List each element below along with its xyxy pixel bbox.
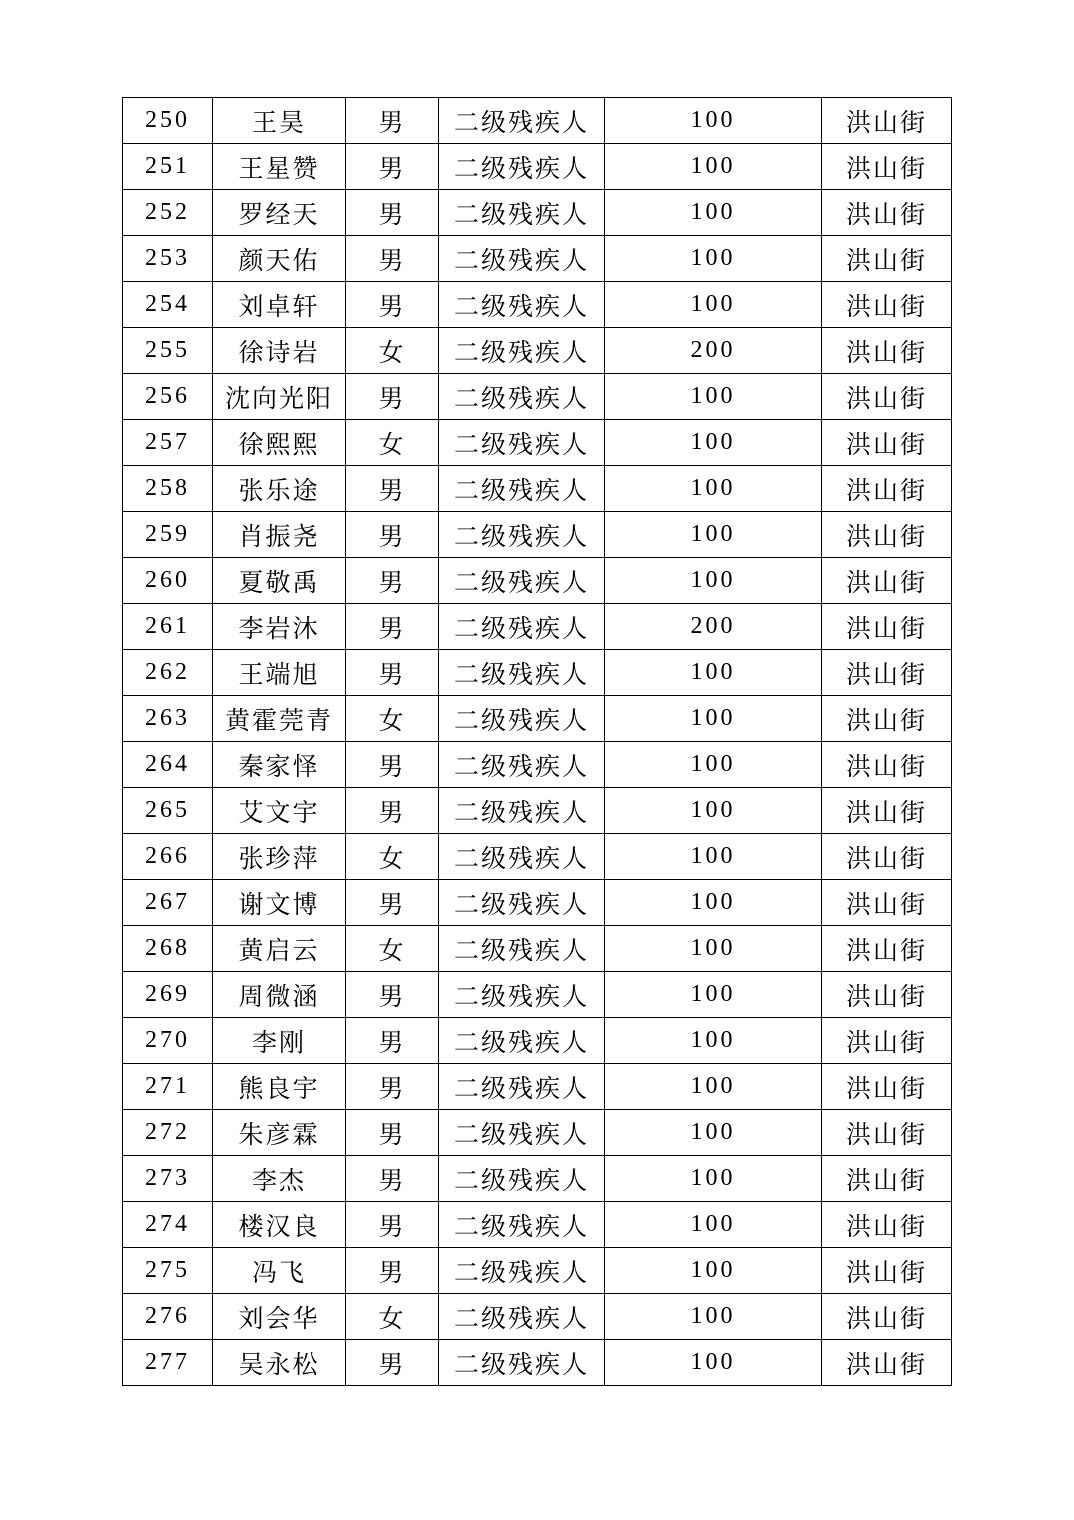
name-cell: 楼汉良: [213, 1202, 346, 1248]
table-row: [123, 190, 952, 236]
category-cell: 二级残疾人: [439, 972, 605, 1018]
row-number-cell: 274: [123, 1202, 213, 1248]
table-row: [123, 834, 952, 880]
row-number-cell: 272: [123, 1110, 213, 1156]
gender-cell: 女: [346, 926, 439, 972]
name-cell: 张乐途: [213, 466, 346, 512]
street-cell: 洪山街: [822, 328, 952, 374]
name-cell: 王端旭: [213, 650, 346, 696]
street-cell: 洪山街: [822, 236, 952, 282]
street-cell: 洪山街: [822, 190, 952, 236]
row-number-cell: 254: [123, 282, 213, 328]
name-cell: 黄启云: [213, 926, 346, 972]
row-number-cell: 251: [123, 144, 213, 190]
amount-cell: 100: [605, 236, 822, 282]
category-cell: 二级残疾人: [439, 512, 605, 558]
gender-cell: 男: [346, 1340, 439, 1386]
category-cell: 二级残疾人: [439, 696, 605, 742]
street-cell: 洪山街: [822, 512, 952, 558]
name-cell: 刘会华: [213, 1294, 346, 1340]
street-cell: 洪山街: [822, 972, 952, 1018]
name-cell: 艾文宇: [213, 788, 346, 834]
row-number-cell: 266: [123, 834, 213, 880]
amount-cell: 200: [605, 604, 822, 650]
row-number-cell: 276: [123, 1294, 213, 1340]
table-row: [123, 466, 952, 512]
amount-cell: 100: [605, 926, 822, 972]
table-row: [123, 1294, 952, 1340]
category-cell: 二级残疾人: [439, 282, 605, 328]
name-cell: 谢文博: [213, 880, 346, 926]
category-cell: 二级残疾人: [439, 742, 605, 788]
table-row: [123, 98, 952, 144]
category-cell: 二级残疾人: [439, 834, 605, 880]
name-cell: 黄霍莞青: [213, 696, 346, 742]
street-cell: 洪山街: [822, 1340, 952, 1386]
amount-cell: 100: [605, 420, 822, 466]
amount-cell: 100: [605, 1018, 822, 1064]
row-number-cell: 270: [123, 1018, 213, 1064]
street-cell: 洪山街: [822, 1156, 952, 1202]
amount-cell: 100: [605, 1064, 822, 1110]
table-row: [123, 420, 952, 466]
amount-cell: 200: [605, 328, 822, 374]
gender-cell: 男: [346, 1248, 439, 1294]
category-cell: 二级残疾人: [439, 420, 605, 466]
row-number-cell: 255: [123, 328, 213, 374]
gender-cell: 女: [346, 696, 439, 742]
amount-cell: 100: [605, 650, 822, 696]
street-cell: 洪山街: [822, 650, 952, 696]
row-number-cell: 252: [123, 190, 213, 236]
street-cell: 洪山街: [822, 98, 952, 144]
table-row: [123, 742, 952, 788]
table-row: [123, 1156, 952, 1202]
gender-cell: 男: [346, 466, 439, 512]
gender-cell: 女: [346, 420, 439, 466]
name-cell: 冯飞: [213, 1248, 346, 1294]
street-cell: 洪山街: [822, 604, 952, 650]
gender-cell: 男: [346, 1156, 439, 1202]
table-row: [123, 972, 952, 1018]
row-number-cell: 258: [123, 466, 213, 512]
name-cell: 王星赞: [213, 144, 346, 190]
row-number-cell: 269: [123, 972, 213, 1018]
row-number-cell: 262: [123, 650, 213, 696]
gender-cell: 男: [346, 1110, 439, 1156]
street-cell: 洪山街: [822, 1110, 952, 1156]
street-cell: 洪山街: [822, 558, 952, 604]
table-row: [123, 1248, 952, 1294]
name-cell: 罗经天: [213, 190, 346, 236]
table-row: [123, 144, 952, 190]
name-cell: 吴永松: [213, 1340, 346, 1386]
row-number-cell: 277: [123, 1340, 213, 1386]
name-cell: 李岩沐: [213, 604, 346, 650]
row-number-cell: 268: [123, 926, 213, 972]
amount-cell: 100: [605, 880, 822, 926]
category-cell: 二级残疾人: [439, 466, 605, 512]
amount-cell: 100: [605, 374, 822, 420]
table-row: [123, 282, 952, 328]
category-cell: 二级残疾人: [439, 926, 605, 972]
table-row: [123, 1202, 952, 1248]
gender-cell: 男: [346, 880, 439, 926]
gender-cell: 男: [346, 1018, 439, 1064]
row-number-cell: 275: [123, 1248, 213, 1294]
amount-cell: 100: [605, 466, 822, 512]
table-row: [123, 604, 952, 650]
amount-cell: 100: [605, 742, 822, 788]
gender-cell: 男: [346, 282, 439, 328]
table-row: [123, 374, 952, 420]
gender-cell: 男: [346, 742, 439, 788]
amount-cell: 100: [605, 558, 822, 604]
category-cell: 二级残疾人: [439, 1064, 605, 1110]
name-cell: 徐诗岩: [213, 328, 346, 374]
amount-cell: 100: [605, 972, 822, 1018]
street-cell: 洪山街: [822, 466, 952, 512]
name-cell: 李杰: [213, 1156, 346, 1202]
street-cell: 洪山街: [822, 282, 952, 328]
roster-table: [122, 97, 952, 1386]
gender-cell: 男: [346, 558, 439, 604]
category-cell: 二级残疾人: [439, 880, 605, 926]
gender-cell: 女: [346, 328, 439, 374]
gender-cell: 男: [346, 374, 439, 420]
category-cell: 二级残疾人: [439, 1202, 605, 1248]
table-row: [123, 1110, 952, 1156]
name-cell: 周微涵: [213, 972, 346, 1018]
street-cell: 洪山街: [822, 420, 952, 466]
name-cell: 夏敬禹: [213, 558, 346, 604]
amount-cell: 100: [605, 1294, 822, 1340]
gender-cell: 男: [346, 1064, 439, 1110]
table-row: [123, 650, 952, 696]
table-row: [123, 926, 952, 972]
category-cell: 二级残疾人: [439, 650, 605, 696]
table-row: [123, 236, 952, 282]
amount-cell: 100: [605, 696, 822, 742]
amount-cell: 100: [605, 788, 822, 834]
table-row: [123, 1018, 952, 1064]
category-cell: 二级残疾人: [439, 374, 605, 420]
name-cell: 肖振尧: [213, 512, 346, 558]
amount-cell: 100: [605, 1156, 822, 1202]
category-cell: 二级残疾人: [439, 1110, 605, 1156]
street-cell: 洪山街: [822, 742, 952, 788]
row-number-cell: 264: [123, 742, 213, 788]
gender-cell: 男: [346, 604, 439, 650]
street-cell: 洪山街: [822, 788, 952, 834]
category-cell: 二级残疾人: [439, 1248, 605, 1294]
category-cell: 二级残疾人: [439, 144, 605, 190]
category-cell: 二级残疾人: [439, 1294, 605, 1340]
roster-body: [123, 98, 952, 1386]
name-cell: 王昊: [213, 98, 346, 144]
street-cell: 洪山街: [822, 1018, 952, 1064]
table-row: [123, 1064, 952, 1110]
amount-cell: 100: [605, 1248, 822, 1294]
name-cell: 秦家怿: [213, 742, 346, 788]
street-cell: 洪山街: [822, 1294, 952, 1340]
name-cell: 刘卓轩: [213, 282, 346, 328]
name-cell: 沈向光阳: [213, 374, 346, 420]
amount-cell: 100: [605, 512, 822, 558]
gender-cell: 男: [346, 98, 439, 144]
street-cell: 洪山街: [822, 696, 952, 742]
name-cell: 朱彦霖: [213, 1110, 346, 1156]
amount-cell: 100: [605, 98, 822, 144]
street-cell: 洪山街: [822, 1064, 952, 1110]
name-cell: 李刚: [213, 1018, 346, 1064]
street-cell: 洪山街: [822, 926, 952, 972]
row-number-cell: 253: [123, 236, 213, 282]
category-cell: 二级残疾人: [439, 190, 605, 236]
amount-cell: 100: [605, 144, 822, 190]
street-cell: 洪山街: [822, 144, 952, 190]
street-cell: 洪山街: [822, 1202, 952, 1248]
table-row: [123, 788, 952, 834]
street-cell: 洪山街: [822, 374, 952, 420]
gender-cell: 男: [346, 650, 439, 696]
gender-cell: 女: [346, 1294, 439, 1340]
gender-cell: 男: [346, 972, 439, 1018]
row-number-cell: 250: [123, 98, 213, 144]
category-cell: 二级残疾人: [439, 604, 605, 650]
category-cell: 二级残疾人: [439, 328, 605, 374]
amount-cell: 100: [605, 282, 822, 328]
street-cell: 洪山街: [822, 880, 952, 926]
street-cell: 洪山街: [822, 834, 952, 880]
gender-cell: 男: [346, 512, 439, 558]
table-row: [123, 880, 952, 926]
category-cell: 二级残疾人: [439, 1018, 605, 1064]
name-cell: 张珍萍: [213, 834, 346, 880]
name-cell: 熊良宇: [213, 1064, 346, 1110]
amount-cell: 100: [605, 1340, 822, 1386]
row-number-cell: 265: [123, 788, 213, 834]
row-number-cell: 267: [123, 880, 213, 926]
row-number-cell: 271: [123, 1064, 213, 1110]
row-number-cell: 273: [123, 1156, 213, 1202]
row-number-cell: 261: [123, 604, 213, 650]
category-cell: 二级残疾人: [439, 98, 605, 144]
row-number-cell: 256: [123, 374, 213, 420]
gender-cell: 男: [346, 236, 439, 282]
gender-cell: 男: [346, 1202, 439, 1248]
table-row: [123, 696, 952, 742]
row-number-cell: 260: [123, 558, 213, 604]
name-cell: 徐熙熙: [213, 420, 346, 466]
street-cell: 洪山街: [822, 1248, 952, 1294]
category-cell: 二级残疾人: [439, 788, 605, 834]
gender-cell: 女: [346, 834, 439, 880]
name-cell: 颜天佑: [213, 236, 346, 282]
category-cell: 二级残疾人: [439, 558, 605, 604]
amount-cell: 100: [605, 1202, 822, 1248]
amount-cell: 100: [605, 190, 822, 236]
row-number-cell: 263: [123, 696, 213, 742]
gender-cell: 男: [346, 190, 439, 236]
row-number-cell: 257: [123, 420, 213, 466]
table-row: [123, 1340, 952, 1386]
gender-cell: 男: [346, 144, 439, 190]
table-row: [123, 558, 952, 604]
category-cell: 二级残疾人: [439, 1156, 605, 1202]
table-row: [123, 512, 952, 558]
gender-cell: 男: [346, 788, 439, 834]
category-cell: 二级残疾人: [439, 1340, 605, 1386]
category-cell: 二级残疾人: [439, 236, 605, 282]
row-number-cell: 259: [123, 512, 213, 558]
amount-cell: 100: [605, 1110, 822, 1156]
table-row: [123, 328, 952, 374]
amount-cell: 100: [605, 834, 822, 880]
